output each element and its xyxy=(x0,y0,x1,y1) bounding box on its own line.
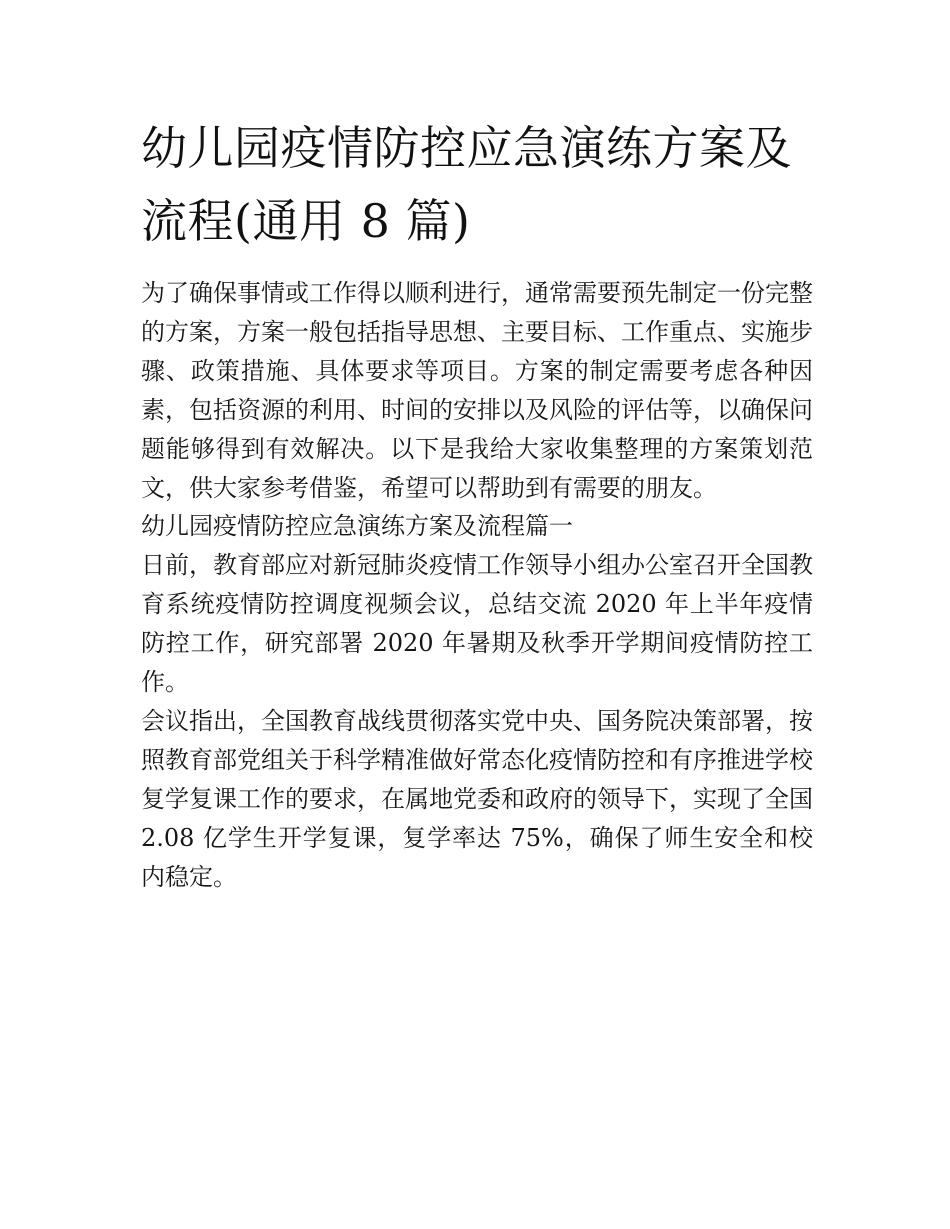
document-title: 幼儿园疫情防控应急演练方案及流程(通用 8 篇) xyxy=(141,121,792,248)
intro-paragraph: 为了确保事情或工作得以顺利进行，通常需要预先制定一份完整的方案，方案一般包括指导思想、主要目标、工作重点、实施步骤、政策措施、具体要求等项目。方案的制定需要考虑各种因素，包括资源的利用、时间的安排以及风险的评估等，以确保问题能够得到有效解决。以下是我给大家收集整理的方案策划范文，供大家参考借鉴，希望可以帮助到有需要的朋友。 xyxy=(141,279,813,502)
document-content xyxy=(141,112,813,897)
section-heading: 幼儿园疫情防控应急演练方案及流程篇一 xyxy=(141,512,573,541)
body-paragraph-2: 会议指出，全国教育战线贯彻落实党中央、国务院决策部署，按照教育部党组关于科学精准做好常态化疫情防控和有序推进学校复学复课工作的要求，在属地党委和政府的领导下，实现了全国 2.08 亿学生开学复课，复学率达 75%，确保了师生安全和校内稳定。 xyxy=(141,706,813,891)
body-paragraph-1: 日前，教育部应对新冠肺炎疫情工作领导小组办公室召开全国教育系统疫情防控调度视频会议，总结交流 2020 年上半年疫情防控工作，研究部署 2020 年暑期及秋季开学期间疫情防控工作。 xyxy=(141,551,813,697)
